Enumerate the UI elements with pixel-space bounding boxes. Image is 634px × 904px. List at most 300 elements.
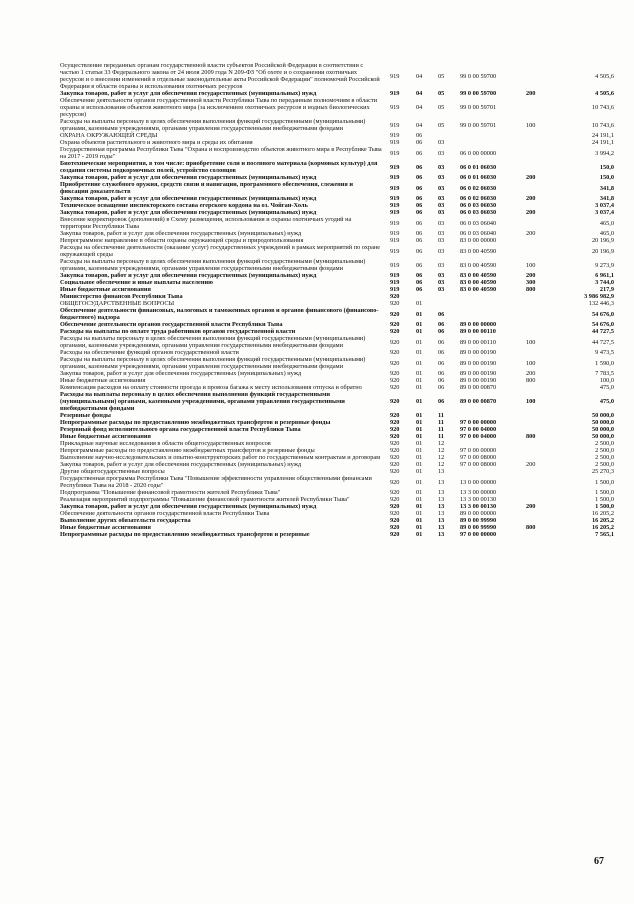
- row-expense-type-code: 200: [526, 370, 536, 377]
- row-target-article-code: [460, 468, 526, 475]
- table-row: [60, 503, 614, 510]
- row-subsection-code: 13: [438, 489, 445, 496]
- table-row: [60, 447, 614, 454]
- table-row: [60, 531, 614, 538]
- table-row: [60, 524, 614, 531]
- row-ved-code: 920: [390, 310, 400, 318]
- row-name: Биотехнические мероприятия, в том числе: приобретение соли и посевного материала (кормовых культур) для создания системы подкормочных полей, устройство солонцов: [60, 160, 378, 174]
- row-target-article-code: 89 0 00 00190: [460, 349, 497, 356]
- row-section-code: 01: [416, 412, 423, 419]
- row-expense-type-code: 200: [526, 272, 536, 279]
- row-ved-code: 920: [390, 293, 400, 300]
- row-expense-type-code: 100: [526, 261, 536, 269]
- row-name: Закупка товаров, работ и услуг для обеспечения государственных (муниципальных) нужд: [60, 230, 302, 237]
- row-expense-type-code: [526, 510, 554, 517]
- row-name: Закупка товаров, работ и услуг для обеспечения государственных (муниципальных) нужд: [60, 174, 317, 181]
- row-target-article-code: 06 0 03 06030: [460, 209, 497, 216]
- row-expense-type-code: 800: [526, 524, 536, 531]
- row-expense-type-code: 800: [526, 286, 536, 293]
- row-expense-type-code: [526, 300, 554, 307]
- row-section-code: 06: [416, 247, 423, 255]
- row-target-article-code: 97 0 00 00000: [460, 447, 497, 454]
- row-name: Обеспечение деятельности финансовых, налоговых и таможенных органов и органов финансового (финансово-бюджетного) надзора: [60, 307, 379, 321]
- row-ved-code: 919: [390, 149, 400, 157]
- table-row: [60, 475, 614, 489]
- row-ved-code: 920: [390, 468, 400, 475]
- row-expense-type-code: [526, 489, 554, 496]
- row-section-code: 01: [416, 531, 423, 538]
- row-subsection-code: 03: [438, 261, 445, 269]
- row-subsection-code: 03: [438, 219, 445, 227]
- row-subsection-code: 03: [438, 279, 445, 286]
- row-section-code: 01: [416, 426, 423, 433]
- row-amount: 100,0: [599, 377, 614, 384]
- row-amount: 20 196,9: [591, 237, 614, 244]
- row-target-article-code: [460, 293, 526, 300]
- row-section-code: 01: [416, 503, 423, 510]
- row-section-code: 04: [416, 104, 423, 111]
- row-target-article-code: 89 0 00 00110: [460, 338, 496, 346]
- row-ved-code: 920: [390, 454, 400, 461]
- row-expense-type-code: [526, 426, 554, 433]
- row-section-code: 06: [416, 195, 423, 202]
- row-expense-type-code: [526, 293, 554, 300]
- row-expense-type-code: [526, 146, 554, 160]
- row-name: Осуществление переданных органам государственной власти субъектов Российской Федерации в соответствии с частью 1 статьи 33 Федерального закона от 24 июля 2009 года N 209-ФЗ "Об охоте и о сохранении охотничьих ресурсов и о внесении изменений в отдельные законодательные акты Российской Федерации" полномочий Российской Федерации в области охраны и использования охотничьих ресурсов: [60, 62, 380, 90]
- row-expense-type-code: 300: [526, 279, 536, 286]
- table-row: [60, 461, 614, 468]
- row-target-article-code: 99 0 00 59701: [460, 121, 497, 129]
- row-section-code: 01: [416, 338, 423, 346]
- row-section-code: [416, 293, 438, 300]
- row-subsection-code: 03: [438, 174, 445, 181]
- table-row: [60, 489, 614, 496]
- table-row: [60, 468, 614, 475]
- row-subsection-code: 03: [438, 209, 445, 216]
- row-target-article-code: 06 0 03 06040: [460, 219, 497, 227]
- row-expense-type-code: [526, 132, 554, 139]
- row-subsection-code: 03: [438, 139, 445, 146]
- table-row: [60, 118, 614, 132]
- row-name: Иные бюджетные ассигнования: [60, 524, 151, 531]
- row-name: Непрограммные расходы по предоставлению межбюджетных трансфертов и резервные фонды: [60, 447, 315, 454]
- row-ved-code: 919: [390, 202, 400, 209]
- row-amount: 3 744,0: [595, 279, 614, 286]
- row-amount: 50 000,0: [591, 426, 614, 433]
- row-target-article-code: [460, 300, 526, 307]
- row-expense-type-code: 200: [526, 90, 536, 97]
- row-expense-type-code: [526, 139, 554, 146]
- row-target-article-code: 83 0 00 40590: [460, 286, 497, 293]
- row-amount: 2 500,0: [595, 447, 614, 454]
- row-section-code: 01: [416, 454, 423, 461]
- row-section-code: 01: [416, 359, 423, 367]
- row-expense-type-code: 200: [526, 461, 536, 468]
- row-ved-code: 920: [390, 426, 400, 433]
- row-subsection-code: 03: [438, 202, 445, 209]
- row-expense-type-code: [526, 447, 554, 454]
- row-expense-type-code: [526, 328, 554, 335]
- table-row: [60, 370, 614, 377]
- table-row: [60, 335, 614, 349]
- row-subsection-code: 03: [438, 149, 445, 157]
- row-expense-type-code: [526, 244, 554, 258]
- row-target-article-code: 06 0 00 00000: [460, 149, 497, 157]
- row-amount: 2 500,0: [595, 454, 614, 461]
- row-ved-code: 919: [390, 121, 400, 129]
- row-amount: 150,0: [599, 174, 614, 181]
- row-amount: 16 205,2: [591, 524, 614, 531]
- row-expense-type-code: [526, 531, 554, 538]
- row-expense-type-code: [526, 454, 554, 461]
- row-expense-type-code: [526, 181, 554, 195]
- table-row: [60, 349, 614, 356]
- row-name: Непрограммные расходы по предоставлению межбюджетных трансфертов и резервные фонды: [60, 419, 331, 426]
- table-row: [60, 272, 614, 279]
- row-subsection-code: 05: [438, 121, 445, 129]
- row-target-article-code: 06 0 01 06030: [460, 174, 497, 181]
- table-row: [60, 237, 614, 244]
- row-target-article-code: [460, 132, 526, 139]
- row-section-code: 06: [416, 163, 423, 171]
- row-subsection-code: 12: [438, 461, 445, 468]
- row-amount: 20 196,9: [591, 247, 614, 255]
- row-expense-type-code: 100: [526, 338, 536, 346]
- row-section-code: 01: [416, 440, 423, 447]
- row-target-article-code: 83 0 00 40590: [460, 279, 497, 286]
- row-section-code: 06: [416, 149, 423, 157]
- row-expense-type-code: [526, 97, 554, 118]
- row-subsection-code: 06: [438, 377, 445, 384]
- row-subsection-code: 06: [438, 398, 445, 405]
- row-name: Иные бюджетные ассигнования: [60, 286, 151, 293]
- row-amount: 24 191,1: [591, 132, 614, 139]
- row-amount: 1 500,0: [595, 503, 614, 510]
- row-subsection-code: 05: [438, 90, 445, 97]
- row-ved-code: 919: [390, 286, 400, 293]
- row-subsection-code: 06: [438, 338, 445, 346]
- row-target-article-code: 83 0 00 40590: [460, 261, 497, 269]
- row-expense-type-code: [526, 321, 554, 328]
- row-name: Расходы на выплаты персоналу в целях обеспечения выполнения функций государственными (муниципальными) органами, казенными учреждениями, органами управления государственными внебюджетными фондами: [60, 356, 366, 370]
- row-amount: 475,0: [599, 398, 614, 405]
- row-section-code: 01: [416, 461, 423, 468]
- row-ved-code: 920: [390, 447, 400, 454]
- row-section-code: 01: [416, 517, 423, 524]
- row-subsection-code: 13: [438, 468, 445, 475]
- table-row: [60, 496, 614, 503]
- row-subsection-code: 11: [438, 426, 444, 433]
- row-target-article-code: 06 0 02 06030: [460, 184, 497, 192]
- row-target-article-code: 99 0 00 59701: [460, 104, 497, 111]
- row-amount: 2 500,0: [595, 461, 614, 468]
- row-amount: 1 590,0: [595, 359, 614, 367]
- row-subsection-code: 13: [438, 510, 445, 517]
- row-target-article-code: 13 3 00 00000: [460, 489, 497, 496]
- row-expense-type-code: 200: [526, 503, 536, 510]
- row-name: Резервные фонды: [60, 412, 111, 419]
- row-amount: 4 505,6: [595, 90, 614, 97]
- row-name: Закупка товаров, работ и услуг для обеспечения государственных (муниципальных) нужд: [60, 461, 302, 468]
- row-subsection-code: 03: [438, 286, 445, 293]
- row-section-code: 06: [416, 279, 423, 286]
- row-section-code: 06: [416, 209, 423, 216]
- row-expense-type-code: [526, 349, 554, 356]
- row-name: Расходы на обеспечение деятельности (оказание услуг) государственных учреждений в рамках мероприятий по охране окружающей среды: [60, 244, 381, 258]
- row-section-code: 04: [416, 90, 423, 97]
- row-section-code: 06: [416, 261, 423, 269]
- row-target-article-code: 83 0 00 40590: [460, 272, 497, 279]
- row-expense-type-code: [526, 160, 554, 174]
- table-row: [60, 384, 614, 391]
- row-target-article-code: 89 0 00 99990: [460, 517, 497, 524]
- row-ved-code: 919: [390, 261, 400, 269]
- row-ved-code: 920: [390, 419, 400, 426]
- row-target-article-code: 89 0 00 00870: [460, 398, 497, 405]
- row-amount: 1 500,0: [595, 496, 614, 503]
- row-ved-code: 920: [390, 478, 400, 486]
- row-amount: 16 205,2: [591, 517, 614, 524]
- row-name: Расходы на выплаты по оплате труда работников органов государственной власти: [60, 328, 296, 335]
- row-name: ОБЩЕГОСУДАРСТВЕННЫЕ ВОПРОСЫ: [60, 300, 175, 307]
- row-ved-code: 920: [390, 489, 400, 496]
- row-section-code: 01: [416, 377, 423, 384]
- table-row: [60, 146, 614, 160]
- row-expense-type-code: 100: [526, 121, 536, 129]
- row-name: Иные бюджетные ассигнования: [60, 377, 146, 384]
- row-subsection-code: 06: [438, 310, 445, 318]
- table-row: [60, 377, 614, 384]
- table-row: [60, 440, 614, 447]
- row-expense-type-code: [526, 496, 554, 503]
- row-ved-code: 920: [390, 433, 400, 440]
- row-target-article-code: 89 0 00 00000: [460, 321, 497, 328]
- table-row: [60, 307, 614, 321]
- row-subsection-code: 06: [438, 359, 445, 367]
- row-name: Реализация мероприятий подпрограммы "Повышение финансовой грамотности жителей Республики Тыва": [60, 496, 350, 503]
- table-row: [60, 209, 614, 216]
- row-target-article-code: [460, 440, 526, 447]
- row-ved-code: 920: [390, 440, 400, 447]
- row-section-code: 06: [416, 174, 423, 181]
- table-row: [60, 433, 614, 440]
- row-amount: 50 000,0: [591, 433, 614, 440]
- row-target-article-code: [460, 139, 526, 146]
- row-target-article-code: 97 0 00 08000: [460, 454, 497, 461]
- row-ved-code: 919: [390, 195, 400, 202]
- table-row: [60, 244, 614, 258]
- row-ved-code: 920: [390, 300, 400, 307]
- table-row: [60, 412, 614, 419]
- row-target-article-code: 89 0 00 00190: [460, 359, 497, 367]
- table-row: [60, 258, 614, 272]
- row-section-code: 06: [416, 230, 423, 237]
- row-name: Прикладные научные исследования в области общегосударственных вопросов: [60, 440, 271, 447]
- row-ved-code: 919: [390, 247, 400, 255]
- row-name: Другие общегосударственные вопросы: [60, 468, 165, 475]
- row-target-article-code: 99 0 00 59700: [460, 90, 497, 97]
- row-ved-code: 919: [390, 237, 400, 244]
- row-section-code: 01: [416, 370, 423, 377]
- row-ved-code: 920: [390, 524, 400, 531]
- table-row: [60, 216, 614, 230]
- table-row: [60, 454, 614, 461]
- row-target-article-code: 99 0 00 59700: [460, 72, 497, 80]
- row-amount: 3 037,4: [595, 202, 614, 209]
- row-ved-code: 920: [390, 496, 400, 503]
- row-target-article-code: 89 0 00 00110: [460, 328, 496, 335]
- row-expense-type-code: 800: [526, 433, 536, 440]
- row-amount: 3 037,4: [595, 209, 614, 216]
- row-subsection-code: 12: [438, 447, 445, 454]
- row-amount: 54 676,0: [591, 310, 614, 318]
- row-expense-type-code: [526, 62, 554, 90]
- row-ved-code: 919: [390, 104, 400, 111]
- row-name: ОХРАНА ОКРУЖАЮЩЕЙ СРЕДЫ: [60, 132, 158, 139]
- row-amount: 50 000,0: [591, 419, 614, 426]
- row-section-code: 01: [416, 384, 423, 391]
- row-subsection-code: 13: [438, 503, 445, 510]
- row-amount: 132 446,3: [588, 300, 614, 307]
- row-amount: 341,8: [599, 195, 614, 202]
- row-ved-code: 919: [390, 174, 400, 181]
- row-section-code: 01: [416, 419, 423, 426]
- row-ved-code: 919: [390, 163, 400, 171]
- row-subsection-code: 11: [438, 419, 444, 426]
- row-amount: 341,8: [599, 184, 614, 192]
- row-target-article-code: 97 0 00 00000: [460, 531, 497, 538]
- row-expense-type-code: [526, 517, 554, 524]
- row-expense-type-code: [526, 440, 554, 447]
- row-ved-code: 919: [390, 209, 400, 216]
- row-amount: 10 743,6: [591, 104, 614, 111]
- table-row: [60, 230, 614, 237]
- row-section-code: 01: [416, 398, 423, 405]
- row-section-code: 04: [416, 121, 423, 129]
- row-amount: 7 783,5: [595, 370, 614, 377]
- row-name: Подпрограмма "Повышение финансовой грамотности жителей Республики Тыва": [60, 489, 281, 496]
- row-subsection-code: 13: [438, 496, 445, 503]
- row-target-article-code: 97 0 00 00000: [460, 419, 497, 426]
- row-section-code: 06: [416, 272, 423, 279]
- row-expense-type-code: [526, 237, 554, 244]
- row-expense-type-code: 200: [526, 230, 536, 237]
- row-amount: 465,0: [599, 230, 614, 237]
- row-name: Непрограммные расходы по предоставлению межбюджетных трансфертов и резервные: [60, 531, 310, 538]
- row-name: Расходы на выплаты персоналу в целях обеспечения выполнения функций государственными (муниципальными) органами, казенными учреждениями, органами управления государственными внебюджетными фондами: [60, 391, 345, 412]
- row-ved-code: 920: [390, 398, 400, 405]
- row-subsection-code: 06: [438, 349, 445, 356]
- row-amount: 4 505,6: [595, 72, 614, 80]
- row-ved-code: 919: [390, 279, 400, 286]
- row-ved-code: 920: [390, 384, 400, 391]
- row-name: Компенсация расходов на оплату стоимости проезда и провоза багажа к месту использования отпуска и обратно: [60, 384, 362, 391]
- table-row: [60, 391, 614, 412]
- row-amount: 465,0: [599, 219, 614, 227]
- row-amount: 2 500,0: [595, 440, 614, 447]
- row-name: Закупка товаров, работ и услуг для обеспечения государственных (муниципальных) нужд: [60, 503, 317, 510]
- row-ved-code: 920: [390, 328, 400, 335]
- row-ved-code: 919: [390, 132, 400, 139]
- row-subsection-code: 03: [438, 230, 445, 237]
- row-ved-code: 920: [390, 461, 400, 468]
- row-amount: 3 986 982,9: [584, 293, 614, 300]
- table-row: [60, 328, 614, 335]
- row-section-code: 01: [416, 496, 423, 503]
- row-subsection-code: 03: [438, 272, 445, 279]
- row-expense-type-code: 100: [526, 398, 536, 405]
- row-expense-type-code: 200: [526, 195, 536, 202]
- row-section-code: 01: [416, 478, 423, 486]
- row-subsection-code: 03: [438, 247, 445, 255]
- row-subsection-code: 12: [438, 440, 445, 447]
- row-name: Закупка товаров, работ и услуг для обеспечения государственных (муниципальных) нужд: [60, 209, 317, 216]
- row-name: Государственная программа Республики Тыва "Охрана и воспроизводство объектов животного мира в Республике Тыва на 2017 - 2019 годы": [60, 146, 382, 160]
- row-amount: 10 743,6: [591, 121, 614, 129]
- row-subsection-code: [438, 293, 460, 300]
- table-row: [60, 419, 614, 426]
- row-name: Обеспечение деятельности органов государственной власти Республики Тыва: [60, 321, 283, 328]
- row-subsection-code: 06: [438, 328, 445, 335]
- row-ved-code: 919: [390, 230, 400, 237]
- row-amount: 44 727,5: [591, 338, 614, 346]
- row-name: Техническое оснащение инспекторского состава егерского кордона на оз. Чойган-Холь: [60, 202, 308, 209]
- row-name: Государственная программа Республики Тыва "Повышение эффективности управления общественными финансами Республики Тыва на 2018 - 2020 годы": [60, 475, 372, 489]
- row-expense-type-code: [526, 202, 554, 209]
- row-subsection-code: 03: [438, 237, 445, 244]
- row-amount: 9 273,9: [595, 261, 614, 269]
- budget-table: [60, 62, 614, 538]
- row-section-code: 01: [416, 489, 423, 496]
- row-name: Иные бюджетные ассигнования: [60, 433, 151, 440]
- row-amount: 50 000,0: [591, 412, 614, 419]
- row-section-code: 01: [416, 349, 423, 356]
- table-row: [60, 97, 614, 118]
- row-subsection-code: 06: [438, 321, 445, 328]
- budget-table-body: [60, 62, 614, 538]
- row-amount: 44 727,5: [591, 328, 614, 335]
- row-section-code: 01: [416, 468, 423, 475]
- row-subsection-code: 13: [438, 478, 445, 486]
- row-expense-type-code: 200: [526, 174, 536, 181]
- row-amount: 7 565,1: [595, 531, 614, 538]
- table-row: [60, 90, 614, 97]
- row-ved-code: 920: [390, 321, 400, 328]
- row-subsection-code: 11: [438, 433, 444, 440]
- row-target-article-code: 83 0 00 40590: [460, 247, 497, 255]
- row-section-code: 06: [416, 132, 423, 139]
- row-target-article-code: 89 0 00 00190: [460, 377, 497, 384]
- row-expense-type-code: [526, 412, 554, 419]
- row-amount: 16 205,2: [591, 510, 614, 517]
- row-amount: 150,0: [599, 163, 614, 171]
- table-row: [60, 174, 614, 181]
- row-name: Расходы на обеспечение функций органов государственной власти: [60, 349, 239, 356]
- row-expense-type-code: [526, 468, 554, 475]
- row-name: Расходы на выплаты персоналу в целях обеспечения выполнения функций государственными (муниципальными) органами, казенными учреждениями, органами управления государственными внебюджетными фондами: [60, 118, 366, 132]
- row-name: Охрана объектов растительного и животного мира и среды их обитания: [60, 139, 253, 146]
- row-amount: 1 500,0: [595, 478, 614, 486]
- table-row: [60, 62, 614, 90]
- row-name: Приобретение служебного оружия, средств связи и навигации, программного обеспечения, слежения и фиксации доказательств: [60, 181, 354, 195]
- row-target-article-code: [460, 307, 526, 321]
- row-section-code: 01: [416, 510, 423, 517]
- row-subsection-code: 13: [438, 517, 445, 524]
- row-section-code: 01: [416, 524, 423, 531]
- row-ved-code: 920: [390, 359, 400, 367]
- row-ved-code: 920: [390, 510, 400, 517]
- row-expense-type-code: [526, 307, 554, 321]
